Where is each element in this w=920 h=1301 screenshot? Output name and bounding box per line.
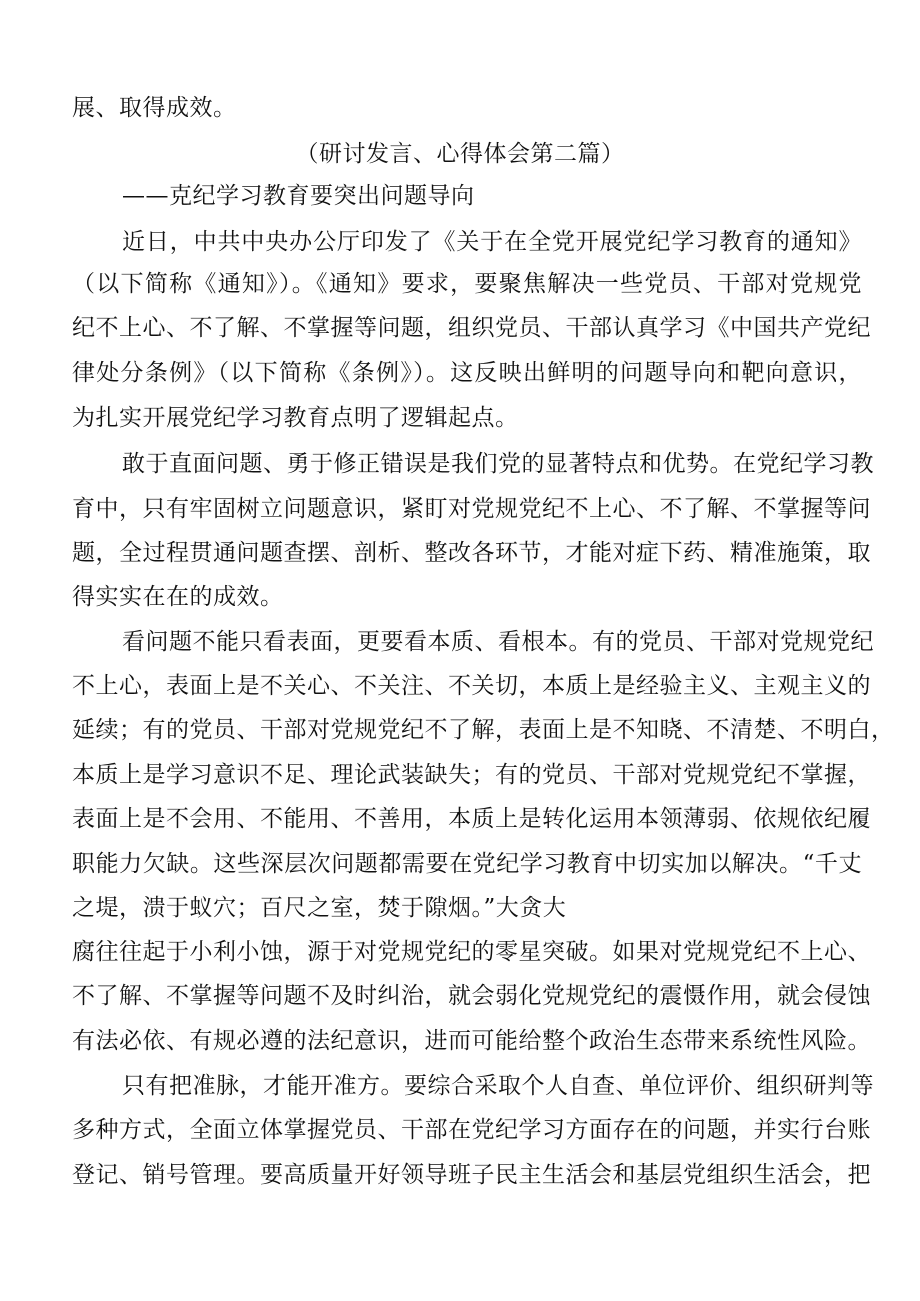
text-line: 敢于直面问题、勇于修正错误是我们党的显著特点和优势。在党纪学习教 — [122, 451, 874, 477]
text-line: 登记、销号管理。要高质量开好领导班子民主生活会和基层党组织生活会，把 — [72, 1162, 871, 1188]
text-line: （以下简称《通知》）。《通知》要求，要聚焦解决一些党员、干部对党规党 — [72, 271, 862, 297]
section-title: （研讨发言、心得体会第二篇） — [295, 141, 625, 167]
text-line: 多种方式，全面立体掌握党员、干部在党纪学习方面存在的问题，并实行台账 — [72, 1117, 871, 1143]
text-line: 展、取得成效。 — [72, 95, 237, 121]
text-line: 看问题不能只看表面，更要看本质、看根本。有的党员、干部对党规党纪 — [122, 629, 874, 655]
text-line: 为扎实开展党纪学习教育点明了逻辑起点。 — [72, 405, 519, 431]
text-line: 表面上是不会用、不能用、不善用，本质上是转化运用本领薄弱、依规依纪履 — [72, 806, 871, 832]
text-line: 职能力欠缺。这些深层次问题都需要在党纪学习教育中切实加以解决。“千丈 — [72, 851, 862, 877]
text-line: 腐往往起于小利小蚀，源于对党规党纪的零星突破。如果对党规党纪不上心、 — [72, 939, 871, 965]
text-line: 律处分条例》（以下简称《条例》）。这反映出鲜明的问题导向和靶向意识， — [72, 360, 862, 386]
text-line: 得实实在在的成效。 — [72, 584, 284, 610]
section-subtitle: ——克纪学习教育要突出问题导向 — [122, 183, 475, 209]
text-line: 延续；有的党员、干部对党规党纪不了解，表面上是不知晓、不清楚、不明白， — [72, 717, 895, 743]
text-line: 题，全过程贯通问题查摆、剖析、整改各环节，才能对症下药、精准施策，取 — [72, 540, 871, 566]
text-line: 不了解、不掌握等问题不及时纠治，就会弱化党规党纪的震慑作用，就会侵蚀 — [72, 983, 871, 1009]
text-line: 有法必依、有规必遵的法纪意识，进而可能给整个政治生态带来系统性风险。 — [72, 1028, 871, 1054]
text-line: 育中，只有牢固树立问题意识，紧盯对党规党纪不上心、不了解、不掌握等问 — [72, 496, 871, 522]
text-line: 之堤，溃于蚁穴；百尺之室，焚于隙烟。”大贪大 — [72, 895, 567, 921]
text-line: 近日，中共中央办公厅印发了《关于在全党开展党纪学习教育的通知》 — [122, 229, 862, 255]
text-line: 本质上是学习意识不足、理论武装缺失；有的党员、干部对党规党纪不掌握， — [72, 762, 871, 788]
text-line: 不上心，表面上是不关心、不关注、不关切，本质上是经验主义、主观主义的 — [72, 673, 871, 699]
text-line: 纪不上心、不了解、不掌握等问题，组织党员、干部认真学习《中国共产党纪 — [72, 315, 871, 341]
text-line: 只有把准脉，才能开准方。要综合采取个人自查、单位评价、组织研判等 — [122, 1073, 874, 1099]
